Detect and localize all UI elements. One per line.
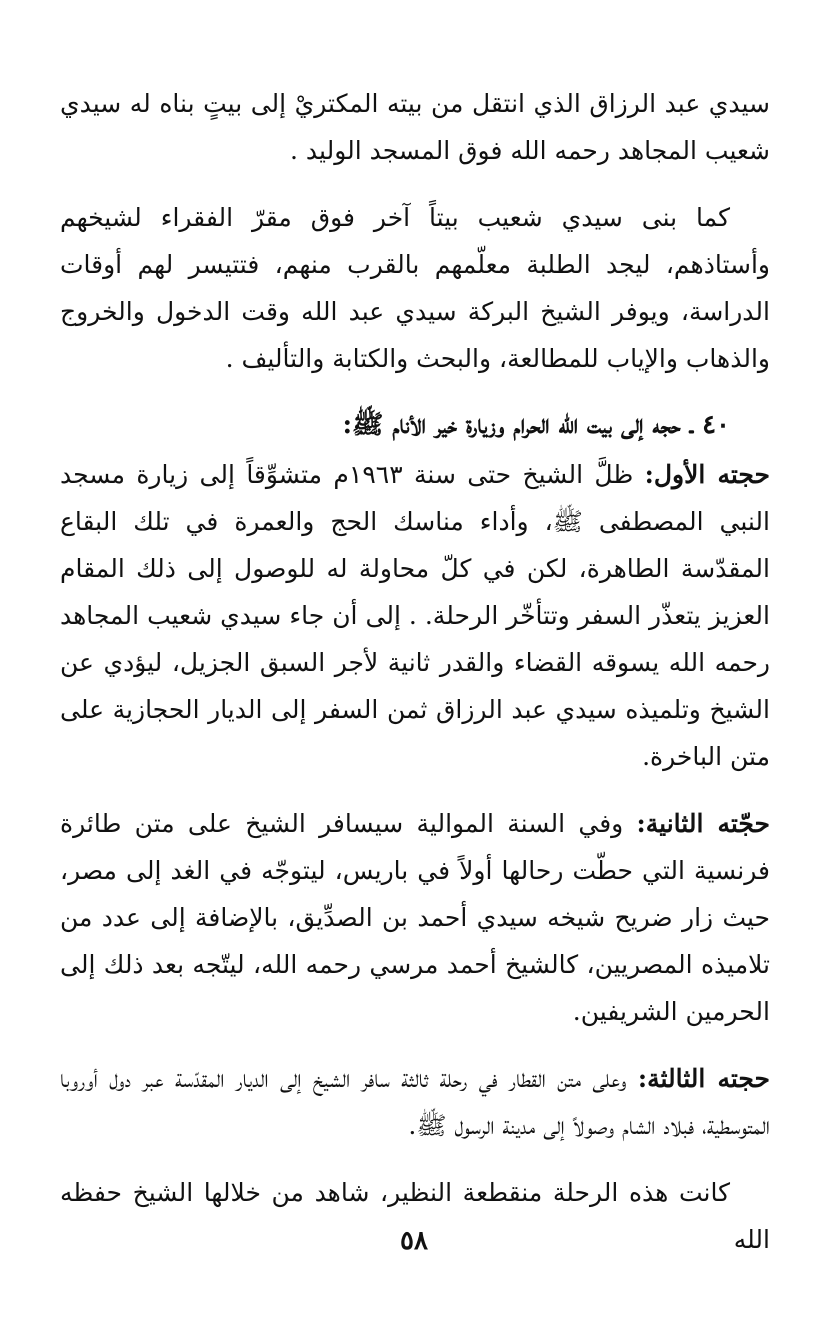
first-hajj-lead: حجته الأول: — [644, 460, 770, 489]
third-hajj-lead: حجته الثالثة: — [637, 1064, 770, 1093]
paragraph-house: كما بنى سيدي شعيب بيتاً آخر فوق مقرّ الفقراء لشيخهم وأستاذهم، ليجد الطلبة معلّمهم بالقرب منهم، فتتيسر لهم أوقات الدراسة، ويوفر الشيخ البركة سيدي عبد الله وقت الدخول والخروج والذهاب والإياب للمطالعة، والبحث والكتابة والتأليف . — [60, 203, 770, 373]
page-body — [60, 80, 770, 1283]
paragraph-second-hajj — [60, 800, 770, 1035]
third-hajj-text: وعلى متن القطار في رحلة ثالثة سافر الشيخ إلى الديار المقدّسة عبر دول أوروبا المتوسطية، فبلاد الشام وصولاً إلى مدينة الرسول ﷺ. — [60, 1064, 770, 1140]
section-heading: ٤٠ ـ حجه إلى بيت الله الحرام وزيارة خير الأنام ﷺ: — [342, 410, 730, 440]
first-hajj-text: ظلَّ الشيخ حتى سنة ١٩٦٣م متشوِّقاً إلى زيارة مسجد النبي المصطفى ﷺ، وأداء مناسك الحج والعمرة في تلك البقاع المقدّسة الطاهرة، لكن في كلّ محاولة له للوصول إلى ذلك المقام العزيز يتعذّر السفر وتتأخّر الرحلة. . إلى أن جاء سيدي شعيب المجاهد رحمه الله يسوقه القضاء والقدر ثانية لأجر السبق الجزيل، ليؤدي عن الشيخ وتلميذه سيدي عبد الرزاق ثمن السفر إلى الديار الحجازية على متن الباخرة. — [60, 460, 770, 771]
paragraph-last-line: كانت هذه الرحلة منقطعة النظير، شاهد من خلالها الشيخ حفظه الله — [60, 1178, 770, 1254]
second-hajj-text: وفي السنة الموالية سيسافر الشيخ على متن طائرة فرنسية التي حطّت رحالها أولاً في باريس، ليتوجّه في الغد إلى مصر، حيث زار ضريح شيخه سيدي أحمد بن الصدِّيق، بالإضافة إلى عدد من تلاميذه المصريين، كالشيخ أحمد مرسي رحمه الله، ليتّجه بعد ذلك إلى الحرمين الشريفين. — [60, 809, 770, 1026]
paragraph-third-hajj — [60, 1055, 770, 1149]
paragraph-continuation: سيدي عبد الرزاق الذي انتقل من بيته المكتريْ إلى بيتٍ بناه له سيدي شعيب المجاهد رحمه الله فوق المسجد الوليد . — [60, 89, 770, 165]
paragraph-first-hajj — [60, 451, 770, 780]
page-number: ٥٨ — [400, 1226, 428, 1256]
second-hajj-lead: حجّته الثانية: — [636, 809, 770, 838]
